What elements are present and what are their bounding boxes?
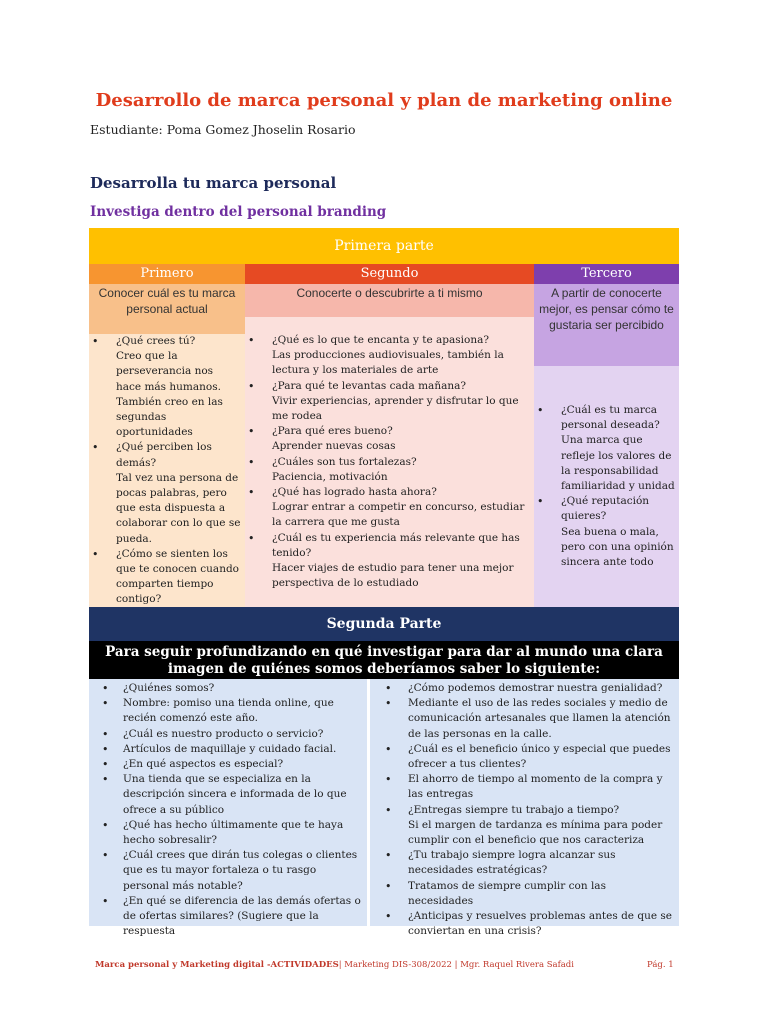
list-item: • Nombre: pomiso una tienda online, que recién comenzó este año. [89, 696, 361, 726]
question-text: ¿Anticipas y resuelves problemas antes de que se conviertan en una crisis? [408, 910, 672, 938]
list-item [89, 547, 241, 608]
question-text: ¿Para qué eres bueno? [272, 425, 393, 438]
list-item [245, 333, 526, 379]
answer-text: Tal vez una persona de pocas palabras, pero que esta dispuesta a colaborar con lo que se pueda. [116, 471, 241, 545]
part2-right-list [370, 679, 679, 938]
column-header-segundo: Segundo [245, 264, 534, 284]
list-item: • ¿En qué se diferencia de las demás ofertas o de ofertas similares? (Sugiere que la respuesta [89, 894, 361, 940]
question-text: ¿Qué has logrado hasta ahora? [272, 486, 437, 499]
list-item [245, 485, 526, 531]
question-text: ¿Qué es lo que te encanta y te apasiona? [272, 334, 490, 346]
list-item [245, 531, 526, 592]
answer-text: Vivir experiencias, aprender y disfrutar lo que me rodea [272, 394, 519, 423]
question-text: ¿Cuál es el beneficio único y especial que puedes ofrecer a tus clientes? [408, 742, 671, 771]
list-item [370, 848, 673, 878]
part1-band: Primera parte [89, 228, 679, 264]
question-list [245, 317, 534, 591]
column-tercero [534, 284, 679, 607]
answer-text: Las producciones audiovisuales, también la lectura y los materiales de arte [272, 349, 504, 377]
question-list [89, 334, 245, 623]
part2-intro: Para seguir profundizando en qué investigar para dar al mundo una clara imagen de quiénes somos deberíamos saber lo siguiente: [89, 641, 679, 679]
column-lead: Conocerte o descubrirte a ti mismo [245, 284, 534, 317]
footer-details: | Marketing DIS-308/2022 | Mgr. Raquel Rivera Safadi [338, 960, 574, 970]
part2-band: Segunda Parte [89, 607, 679, 641]
column-primero [89, 284, 245, 607]
list-item [534, 494, 675, 570]
column-lead: A partir de conocerte mejor, es pensar cómo te gustaria ser percibido [534, 284, 679, 366]
question-list [370, 679, 679, 939]
list-item [370, 681, 673, 696]
list-item [370, 879, 673, 909]
answer-text: Hacer viajes de estudio para tener una mejor perspectiva de lo estudiado [272, 562, 514, 590]
part2-left-list [89, 679, 367, 938]
list-item [534, 403, 675, 494]
question-text: ¿Qué crees tú? [116, 335, 196, 347]
list-item [370, 696, 673, 742]
list-item [245, 379, 526, 425]
question-list [534, 366, 679, 570]
document-title: Desarrollo de marca personal y plan de marketing online [95, 90, 673, 111]
student-name: Estudiante: Poma Gomez Jhoselin Rosario [90, 122, 356, 137]
question-text: ¿Cuáles son tus fortalezas? [272, 455, 417, 468]
list-item: • ¿Cuál es nuestro producto o servicio? [89, 727, 361, 742]
list-item: • ¿Quiénes somos? [89, 681, 361, 696]
footer-course: Marca personal y Marketing digital -ACTIVIDADES [95, 960, 339, 970]
question-text: ¿Qué reputación quieres? [561, 495, 650, 523]
list-item: • ¿Cuál crees que dirán tus colegas o clientes que es tu mayor fortaleza o tu rasgo personal más notable? [89, 848, 361, 894]
question-text: ¿Cómo se sienten los que te conocen cuando comparten tiempo contigo? [116, 547, 239, 606]
list-item [370, 772, 673, 802]
question-text: ¿Cómo podemos demostrar nuestra genialidad? [408, 682, 663, 694]
list-item: • ¿En qué aspectos es especial? [89, 757, 361, 772]
list-item: • ¿Qué has hecho últimamente que te haya hecho sobresalir? [89, 818, 361, 848]
list-item [370, 909, 673, 939]
list-item: • Artículos de maquillaje y cuidado facial. [89, 742, 361, 757]
list-item: • Una tienda que se especializa en la descripción sincera e informada de lo que ofrece a su público [89, 772, 361, 818]
question-text: ¿Cuál es tu experiencia más relevante que has tenido? [272, 531, 520, 559]
section-heading: Desarrolla tu marca personal [90, 174, 337, 192]
answer-text: Sea buena o mala, pero con una opinión sincera ante todo [561, 525, 674, 569]
question-text: ¿Entregas siempre tu trabajo a tiempo? [408, 803, 620, 816]
list-item [245, 455, 526, 485]
list-item [370, 803, 673, 849]
answer-text: Si el margen de tardanza es mínima para poder cumplir con el beneficio que nos caracteriza [408, 818, 663, 847]
question-text: ¿Qué perciben los demás? [116, 441, 212, 469]
question-text: ¿Para qué te levantas cada mañana? [272, 379, 466, 392]
answer-text: Una marca que refleje los valores de la responsabilidad familiaridad y unidad [561, 434, 675, 493]
column-header-primero: Primero [89, 264, 245, 284]
list-item [370, 742, 673, 772]
question-text: Tratamos de siempre cumplir con las necesidades [408, 879, 606, 907]
answer-text: Creo que la perseverancia nos hace más humanos. También creo en las segundas oportunidades [116, 350, 223, 439]
column-lead: Conocer cuál es tu marca personal actual [89, 284, 245, 334]
footer [95, 960, 574, 970]
answer-text: Lograr entrar a competir en concurso, estudiar la carrera que me gusta [272, 501, 525, 529]
list-item [245, 424, 526, 454]
list-item [89, 440, 241, 546]
question-text: ¿Tu trabajo siempre logra alcanzar sus necesidades estratégicas? [408, 849, 616, 877]
question-text: ¿Cuál es tu marca personal deseada? [561, 404, 660, 432]
answer-text: Paciencia, motivación [272, 470, 388, 483]
list-item [89, 334, 241, 440]
question-list [89, 679, 367, 939]
page-number: Pág. 1 [647, 960, 674, 970]
question-text: El ahorro de tiempo al momento de la compra y las entregas [408, 773, 663, 801]
answer-text: Aprender nuevas cosas [272, 440, 396, 453]
column-header-tercero: Tercero [534, 264, 679, 284]
question-text: Mediante el uso de las redes sociales y medio de comunicación artesanales que llamen la atención de las personas en la calle. [408, 697, 671, 740]
column-segundo [245, 284, 534, 607]
sub-heading: Investiga dentro del personal branding [90, 204, 387, 220]
